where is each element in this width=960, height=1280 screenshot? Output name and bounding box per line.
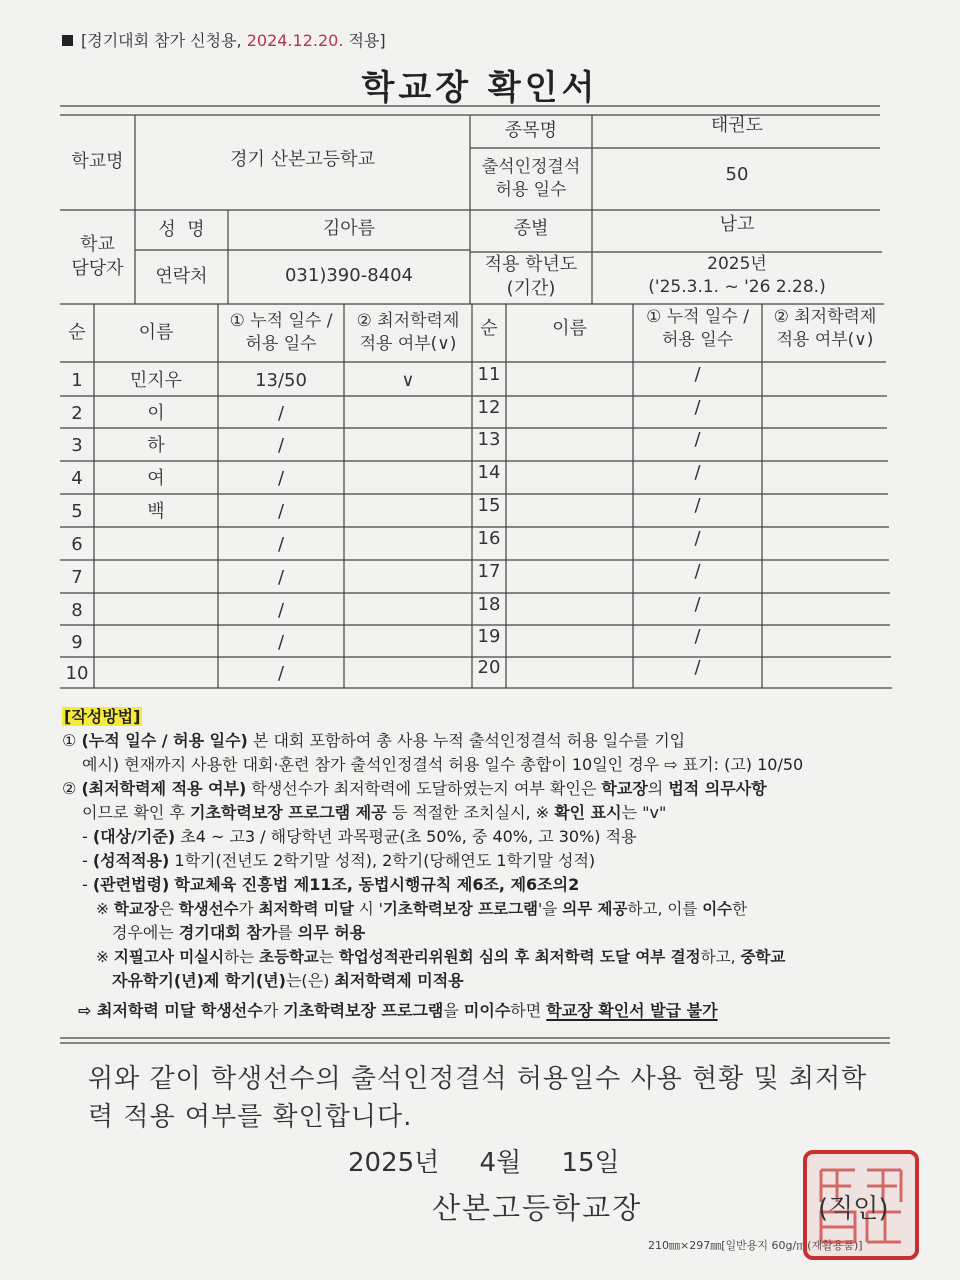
method-text: ※ [96, 948, 114, 966]
method-text: - [82, 851, 93, 870]
arrow-box-icon: ⇨ [78, 1001, 97, 1020]
student-name-cell [506, 457, 633, 490]
method-bold: 초등학교 [259, 948, 319, 966]
form-tag-prefix: [경기대회 참가 신청용, [81, 31, 242, 50]
student-no-cell: 15 [477, 495, 501, 517]
method-text: 하면 [510, 1001, 547, 1020]
method-line-7 [62, 873, 902, 897]
student-name-cell: 하 [147, 435, 165, 457]
square-bullet-icon [62, 35, 73, 46]
student-days-cell: / [277, 468, 285, 490]
col-header-days-left: ① 누적 일수 / 허용 일수 [229, 311, 333, 354]
student-min-cell [762, 457, 888, 490]
method-bold: 이수 [702, 900, 733, 918]
method-text: 예시) 현재까지 사용한 대회·훈련 참가 출석인정결석 허용 일수 총합이 10일인 경우 ⇨ 표기: (고) 10/50 [82, 755, 804, 774]
student-no-cell: 4 [71, 468, 83, 490]
student-days-cell: / [694, 495, 701, 517]
writing-method-section [62, 705, 902, 1023]
contact-label: 연락처 [155, 265, 208, 287]
student-days-cell: / [694, 593, 701, 615]
student-min-cell [344, 595, 472, 627]
student-min-cell [762, 392, 888, 424]
student-name-cell [506, 392, 633, 424]
method-line-2 [62, 753, 902, 777]
student-name-cell: 백 [147, 501, 165, 523]
form-tag-suffix: 적용] [348, 31, 386, 50]
student-days-cell: 13/50 [255, 369, 307, 391]
col-header-name-right: 이름 [552, 317, 587, 339]
method-bold: (대상/기준) [92, 827, 176, 846]
absence-days-value: 50 [725, 164, 749, 186]
student-no-cell: 17 [477, 561, 501, 583]
method-text: 시 ' [353, 900, 383, 918]
student-no-cell: 11 [477, 363, 501, 385]
method-text: 는(은) [285, 971, 335, 990]
method-bold: 중학교 [740, 948, 786, 966]
student-no-cell: 8 [71, 599, 83, 621]
student-min-cell [344, 430, 472, 463]
method-line-11 [62, 969, 902, 993]
student-days-cell: / [694, 657, 701, 679]
method-bold: 경기대회 참가 [178, 923, 278, 942]
method-line-3 [62, 777, 902, 801]
student-name-cell [506, 490, 633, 523]
student-days-cell: / [277, 599, 285, 621]
method-bold: 기초학력보장 프로그램 [283, 1001, 444, 1020]
student-min-cell [344, 529, 472, 562]
student-days-cell: / [694, 396, 701, 418]
student-name-cell [94, 659, 218, 690]
student-name-cell [506, 556, 633, 589]
student-days-cell: / [277, 663, 285, 685]
method-text: 가 [238, 900, 259, 918]
student-name-cell [94, 529, 218, 562]
method-text: 하는 [224, 948, 260, 966]
sport-value: 태권도 [710, 115, 764, 137]
method-bold: 학교장 [113, 900, 159, 918]
col-header-no-left: 순 [68, 321, 86, 343]
student-days-cell: / [277, 534, 285, 556]
student-min-cell [344, 463, 472, 496]
method-bold: (누적 일수 / 허용 일수) [81, 731, 248, 750]
method-text: 의 [647, 779, 669, 798]
student-name-cell [506, 523, 633, 556]
student-name-cell [506, 621, 633, 653]
method-text: 하고, 이를 [627, 900, 703, 918]
col-header-name-left: 이름 [138, 321, 174, 343]
method-bold: 의무 제공 [562, 900, 628, 918]
method-line-9 [62, 921, 902, 945]
method-text: 경우에는 [112, 923, 179, 942]
col-header-min-left: ② 최저학력제 적용 여부(∨) [356, 311, 460, 354]
student-name-cell: 민지우 [129, 369, 183, 391]
student-min-cell [344, 659, 472, 690]
method-text: - [82, 875, 93, 894]
contact-value: 031)390-8404 [284, 264, 414, 286]
student-name-cell [94, 595, 218, 627]
student-days-cell: / [694, 528, 701, 550]
student-days-cell: / [277, 501, 285, 523]
student-min-cell [344, 496, 472, 529]
absence-days-label: 출석인정결석 허용 일수 [481, 157, 581, 200]
method-text: 이므로 확인 후 [82, 803, 190, 822]
method-text: 을 [443, 1001, 464, 1020]
student-min-cell [344, 627, 472, 659]
student-days-cell: / [694, 363, 701, 385]
paper-spec-note: 210㎜×297㎜[일반용지 60g/㎡(재활용품)] [648, 1239, 863, 1252]
gender-value: 남고 [719, 213, 755, 235]
document-title: 학교장 확인서 [361, 68, 599, 108]
method-text: 은 [158, 900, 179, 918]
sport-label: 종목명 [504, 120, 558, 142]
method-line-10 [62, 945, 902, 969]
academic-year-value: 2025년 ('25.3.1. ~ '26 2.28.) [648, 254, 826, 297]
method-bold: 지필고사 미실시 [113, 948, 225, 966]
student-days-cell: / [277, 402, 285, 424]
student-min-cell [762, 653, 888, 684]
writing-method-heading: [작성방법] [64, 707, 141, 726]
method-text: ② [62, 779, 82, 798]
student-no-cell: 14 [477, 462, 501, 484]
student-name-cell: 여 [147, 468, 165, 490]
student-min-cell [762, 490, 888, 523]
student-no-cell: 18 [477, 593, 501, 615]
student-name-cell [506, 589, 633, 621]
method-text: 학생선수가 최저학력에 도달하였는지 여부 확인은 [246, 779, 602, 798]
student-days-cell: / [277, 631, 285, 653]
student-days-cell: / [694, 625, 701, 647]
confirmation-statement: 위와 같이 학생선수의 출석인정결석 허용일수 사용 현황 및 최저학력 적용 여부를 확인합니다. [88, 1064, 868, 1132]
method-bold: 최저학력 미달 학생선수 [96, 1001, 263, 1020]
method-text: 등 적절한 조치실시, ※ [386, 803, 555, 822]
academic-year-label: 적용 학년도 (기간) [484, 253, 578, 299]
seal-label: (직인) [818, 1194, 889, 1224]
method-bold: 최저학력제 미적용 [334, 971, 464, 990]
student-no-cell: 13 [477, 429, 501, 451]
gender-label: 종별 [513, 217, 549, 239]
school-name-label: 학교명 [71, 151, 124, 173]
method-bold-underline: 학교장 확인서 발급 불가 [546, 1001, 718, 1020]
method-bold: 학업성적관리위원회 심의 후 최저학력 도달 여부 결정 [338, 948, 701, 966]
student-days-cell: / [694, 429, 701, 451]
method-text: 한 [732, 900, 748, 918]
method-text: ① [62, 731, 82, 750]
student-no-cell: 16 [477, 528, 501, 550]
student-no-cell: 10 [65, 663, 89, 685]
student-min-cell [762, 358, 888, 392]
method-line-5 [62, 825, 902, 849]
method-bold: (성적적용) [92, 851, 170, 870]
method-bold: 학교체육 진흥법 제11조, 동법시행규칙 제6조, 제6조의2 [174, 875, 580, 894]
method-bold: (관련법령) [92, 875, 170, 894]
form-tag-date: 2024.12.20. [246, 31, 344, 50]
method-text: 1학기(전년도 2학기말 성적), 2학기(당해연도 1학기말 성적) [169, 851, 596, 870]
method-text: 는 [318, 948, 339, 966]
student-name-cell [506, 424, 633, 457]
student-min-cell [762, 523, 888, 556]
student-no-cell: 2 [71, 402, 83, 424]
method-bold: 자유학기(년)제 학기(년) [112, 971, 286, 990]
method-bold: 미이수 [463, 1001, 511, 1020]
col-header-min-right: ② 최저학력제 적용 여부(∨) [773, 307, 877, 350]
method-bold: 의무 허용 [297, 923, 366, 942]
student-no-cell: 20 [477, 657, 501, 679]
student-days-cell: / [694, 561, 701, 583]
method-text: 가 [262, 1001, 284, 1020]
student-min-cell [344, 398, 472, 430]
principal-title: 산본고등학교장 [432, 1191, 643, 1225]
school-manager-label: 학교 담당자 [71, 233, 124, 279]
student-name-cell [94, 627, 218, 659]
student-no-cell: 12 [477, 396, 501, 418]
col-header-days-right: ① 누적 일수 / 허용 일수 [646, 307, 749, 350]
method-text: '을 [538, 900, 563, 918]
method-text: 는 "v" [621, 803, 667, 822]
student-days-cell: / [277, 435, 285, 457]
col-header-no-right: 순 [480, 317, 498, 339]
student-no-cell: 19 [477, 625, 501, 647]
method-line-6 [62, 849, 902, 873]
manager-name-label: 성 명 [158, 218, 205, 240]
student-name-cell: 이 [147, 402, 165, 424]
student-days-cell: / [277, 567, 285, 589]
student-name-cell [506, 653, 633, 684]
method-bold: 최저학력 미달 [258, 900, 354, 918]
form-usage-tag [62, 28, 386, 51]
method-bold: 학교장 [601, 779, 648, 798]
method-bold: 법적 의무사항 [668, 779, 767, 798]
student-no-cell: 3 [71, 435, 83, 457]
method-line-4 [62, 801, 902, 825]
manager-name-value: 김아름 [322, 217, 376, 239]
student-min-cell [762, 424, 888, 457]
student-no-cell: 5 [71, 501, 83, 523]
student-min-cell: ∨ [401, 369, 415, 391]
school-name-value: 경기 산본고등학교 [230, 148, 375, 170]
method-text: - [82, 827, 93, 846]
method-text: 하고, [700, 948, 741, 966]
student-no-cell: 6 [71, 534, 83, 556]
method-text: 초4 ~ 고3 / 해당학년 과목평균(초 50%, 중 40%, 고 30%) 적용 [175, 827, 637, 846]
method-text: ※ [96, 900, 114, 918]
student-name-cell [506, 358, 633, 392]
method-line-1 [62, 729, 902, 753]
method-bold: 기초학력보장 프로그램 제공 [190, 803, 387, 822]
student-no-cell: 7 [71, 567, 83, 589]
student-min-cell [762, 621, 888, 653]
student-no-cell: 9 [71, 631, 83, 653]
method-line-8 [62, 897, 902, 921]
issue-date: 2025년 4월 15일 [348, 1148, 620, 1178]
method-text: 본 대회 포함하여 총 사용 누적 출석인정결석 허용 일수를 기입 [247, 731, 686, 750]
method-bold: 학생선수 [178, 900, 239, 918]
student-min-cell [344, 562, 472, 595]
student-min-cell [762, 556, 888, 589]
method-line-12 [62, 999, 902, 1023]
method-text: 를 [277, 923, 298, 942]
student-no-cell: 1 [71, 369, 83, 391]
method-bold: (최저학력제 적용 여부) [81, 779, 247, 798]
student-min-cell [762, 589, 888, 621]
method-bold: 기초학력보장 프로그램 [382, 900, 539, 918]
method-bold: 확인 표시 [554, 803, 622, 822]
student-name-cell [94, 562, 218, 595]
student-days-cell: / [694, 462, 701, 484]
